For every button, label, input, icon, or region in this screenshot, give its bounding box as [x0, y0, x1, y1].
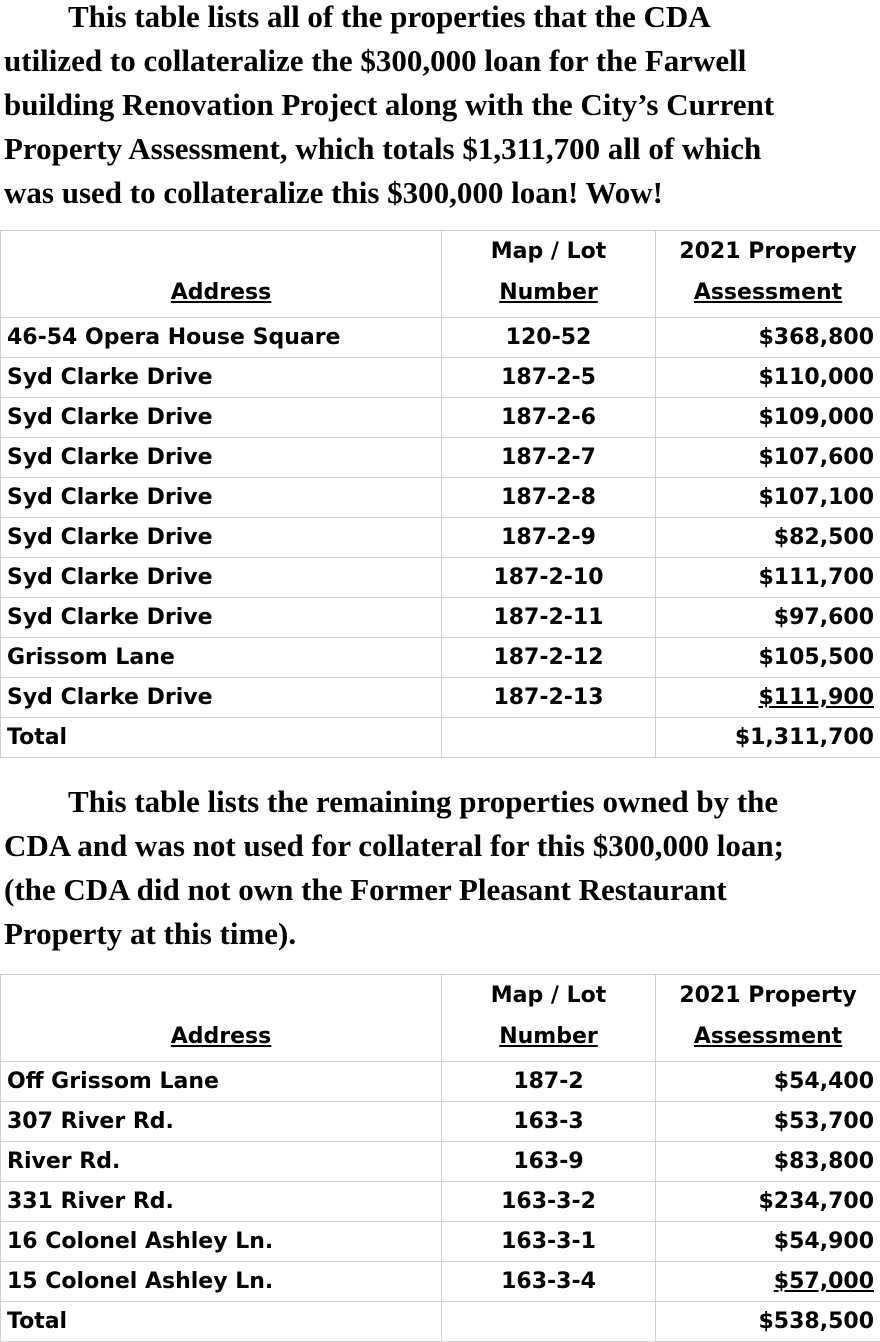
- address-cell: Syd Clarke Drive: [1, 678, 442, 718]
- assessment-cell: $368,800: [656, 318, 880, 358]
- address-cell: Syd Clarke Drive: [1, 398, 442, 438]
- map-lot-cell: 187-2-5: [442, 358, 656, 398]
- paragraph-line: Property at this time).: [4, 912, 880, 956]
- assessment-cell: $110,000: [656, 358, 880, 398]
- table-row: [1, 1182, 880, 1222]
- table-row: [1, 1222, 880, 1262]
- paragraph-line: (the CDA did not own the Former Pleasant Restaurant: [4, 868, 880, 912]
- map-lot-cell: 187-2: [442, 1062, 656, 1102]
- remaining-properties-paragraph: [0, 780, 880, 956]
- address-cell: Off Grissom Lane: [1, 1062, 442, 1102]
- map-lot-cell: 187-2-8: [442, 478, 656, 518]
- assessment-cell: $97,600: [656, 598, 880, 638]
- map-lot-cell: 187-2-13: [442, 678, 656, 718]
- total-label: Total: [1, 718, 442, 758]
- assessment-cell: $82,500: [656, 518, 880, 558]
- total-row: [1, 1302, 880, 1342]
- map-lot-cell: 187-2-7: [442, 438, 656, 478]
- assessment-cell: $107,600: [656, 438, 880, 478]
- address-cell: 307 River Rd.: [1, 1102, 442, 1142]
- collateral-properties-table: [0, 230, 880, 758]
- table-row: [1, 318, 880, 358]
- remaining-properties-table: [0, 974, 880, 1342]
- total-row: [1, 718, 880, 758]
- assessment-cell: $54,400: [656, 1062, 880, 1102]
- address-cell: 46-54 Opera House Square: [1, 318, 442, 358]
- intro-paragraph: [0, 0, 880, 215]
- assessment-cell: $111,900: [656, 678, 880, 718]
- assessment-header: 2021 Property Assessment: [656, 231, 880, 318]
- map-lot-header: Map / Lot Number: [442, 975, 656, 1062]
- assessment-cell: $83,800: [656, 1142, 880, 1182]
- table-row: [1, 518, 880, 558]
- address-cell: Syd Clarke Drive: [1, 358, 442, 398]
- address-cell: Syd Clarke Drive: [1, 598, 442, 638]
- table-row: [1, 398, 880, 438]
- table-header-row: [1, 975, 880, 1062]
- table-row: [1, 438, 880, 478]
- total-value: $1,311,700: [656, 718, 880, 758]
- table-row: [1, 598, 880, 638]
- address-cell: Syd Clarke Drive: [1, 558, 442, 598]
- address-header: Address: [1, 231, 442, 318]
- assessment-cell: $107,100: [656, 478, 880, 518]
- paragraph-line: CDA and was not used for collateral for this $300,000 loan;: [4, 824, 880, 868]
- map-lot-cell: 187-2-6: [442, 398, 656, 438]
- assessment-cell: $109,000: [656, 398, 880, 438]
- map-lot-cell: 187-2-9: [442, 518, 656, 558]
- map-lot-cell: 163-9: [442, 1142, 656, 1182]
- map-lot-cell: 120-52: [442, 318, 656, 358]
- table-row: [1, 558, 880, 598]
- assessment-cell: $111,700: [656, 558, 880, 598]
- paragraph-line: This table lists the remaining properties owned by the: [4, 780, 880, 824]
- table-row: [1, 1102, 880, 1142]
- assessment-cell: $57,000: [656, 1262, 880, 1302]
- table-row: [1, 1262, 880, 1302]
- address-cell: 331 River Rd.: [1, 1182, 442, 1222]
- address-cell: Syd Clarke Drive: [1, 518, 442, 558]
- map-lot-cell: 187-2-10: [442, 558, 656, 598]
- map-lot-cell: 163-3: [442, 1102, 656, 1142]
- intro-line: was used to collateralize this $300,000 loan! Wow!: [4, 171, 880, 215]
- address-cell: Syd Clarke Drive: [1, 478, 442, 518]
- map-lot-header: Map / Lot Number: [442, 231, 656, 318]
- table-row: [1, 358, 880, 398]
- map-lot-cell: 187-2-11: [442, 598, 656, 638]
- map-lot-cell: 187-2-12: [442, 638, 656, 678]
- table-row: [1, 478, 880, 518]
- assessment-cell: $105,500: [656, 638, 880, 678]
- map-lot-cell: 163-3-1: [442, 1222, 656, 1262]
- address-cell: Syd Clarke Drive: [1, 438, 442, 478]
- total-map-cell: [442, 1302, 656, 1342]
- address-header: Address: [1, 975, 442, 1062]
- assessment-cell: $53,700: [656, 1102, 880, 1142]
- address-cell: 15 Colonel Ashley Ln.: [1, 1262, 442, 1302]
- table-row: [1, 1142, 880, 1182]
- intro-line: Property Assessment, which totals $1,311,700 all of which: [4, 127, 880, 171]
- table-row: [1, 678, 880, 718]
- map-lot-cell: 163-3-2: [442, 1182, 656, 1222]
- total-value: $538,500: [656, 1302, 880, 1342]
- table-header-row: [1, 231, 880, 318]
- assessment-header: 2021 Property Assessment: [656, 975, 880, 1062]
- address-cell: River Rd.: [1, 1142, 442, 1182]
- assessment-cell: $54,900: [656, 1222, 880, 1262]
- map-lot-cell: 163-3-4: [442, 1262, 656, 1302]
- table-row: [1, 1062, 880, 1102]
- intro-line: building Renovation Project along with the City’s Current: [4, 83, 880, 127]
- total-map-cell: [442, 718, 656, 758]
- address-cell: Grissom Lane: [1, 638, 442, 678]
- total-label: Total: [1, 1302, 442, 1342]
- address-cell: 16 Colonel Ashley Ln.: [1, 1222, 442, 1262]
- table-row: [1, 638, 880, 678]
- assessment-cell: $234,700: [656, 1182, 880, 1222]
- intro-line: utilized to collateralize the $300,000 loan for the Farwell: [4, 39, 880, 83]
- intro-line: This table lists all of the properties that the CDA: [4, 0, 880, 39]
